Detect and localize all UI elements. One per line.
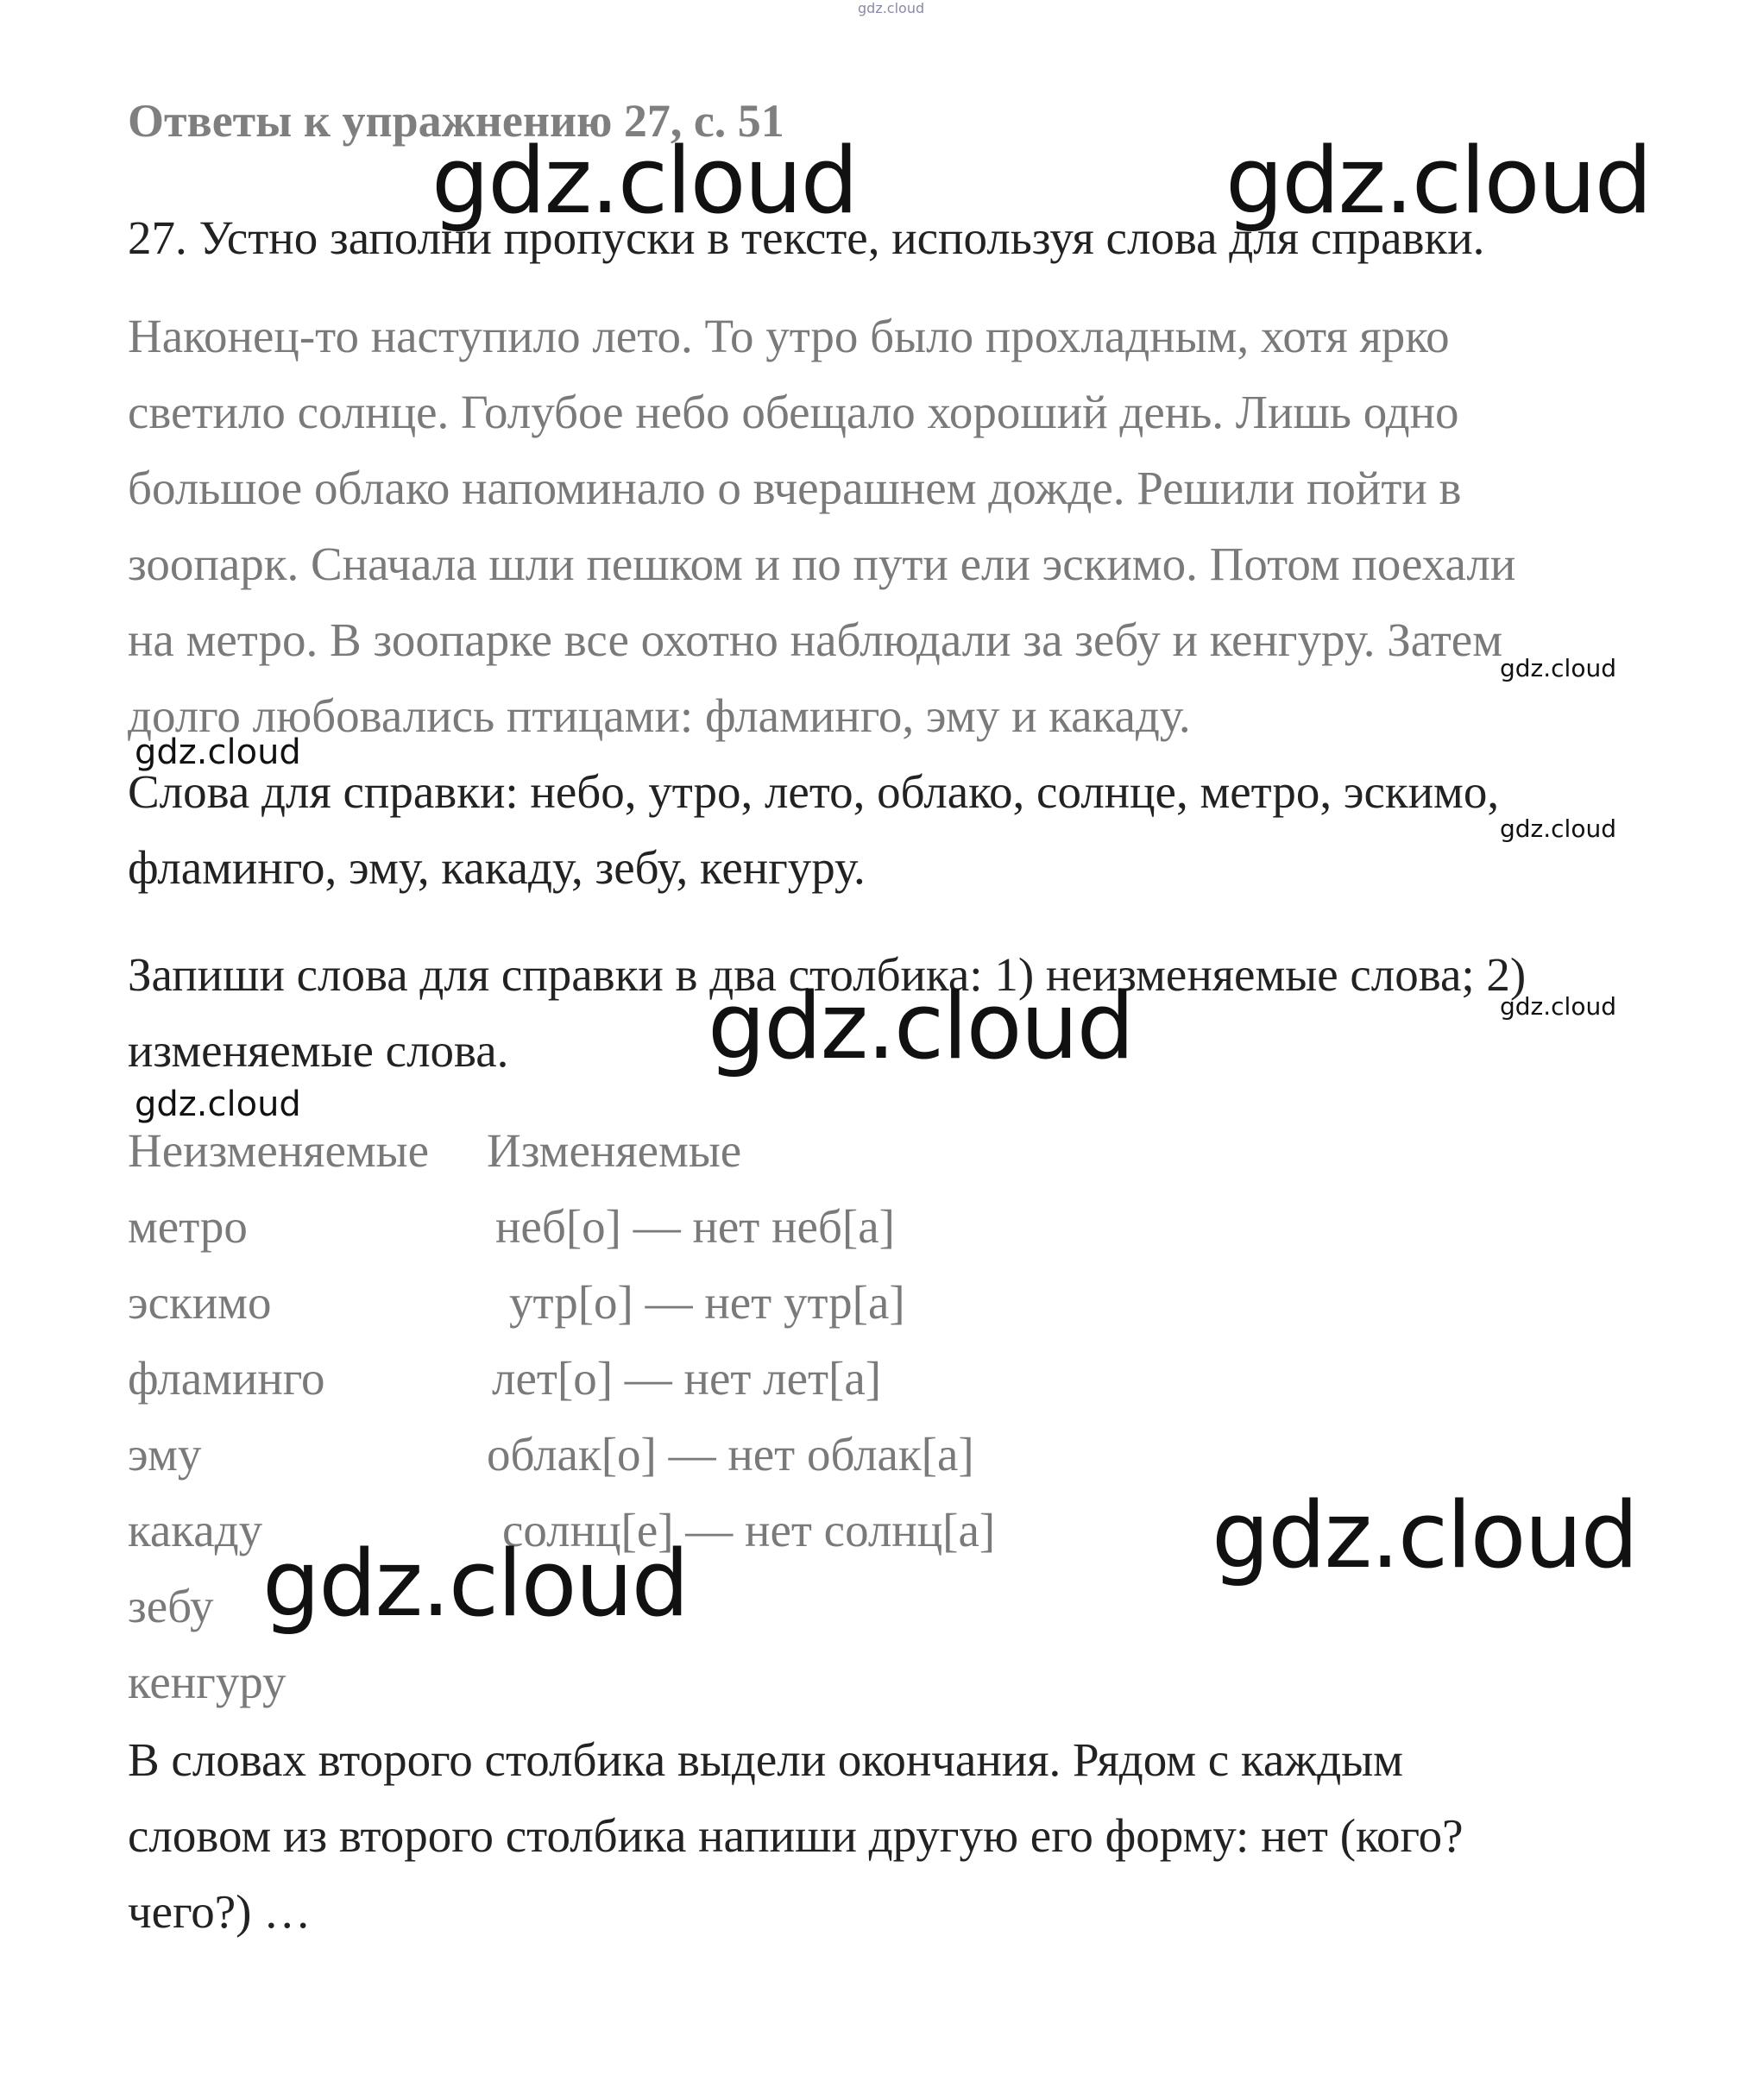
- right-column-word: облак[о] — нет облак[а]: [487, 1428, 974, 1481]
- task-text: 27. Устно заполни пропуски в тексте, используя слова для справки.: [128, 211, 1485, 264]
- final-line: В словах второго столбика выдели окончания. Рядом с каждым: [128, 1733, 1403, 1786]
- watermark: gdz.cloud: [1500, 814, 1616, 843]
- watermark: gdz.cloud: [708, 973, 1133, 1079]
- passage-line: на метро. В зоопарке все охотно наблюдали за зебу и кенгуру. Затем: [128, 613, 1503, 666]
- watermark: gdz.cloud: [1500, 654, 1616, 682]
- reference-line: Слова для справки: небо, утро, лето, облако, солнце, метро, эскимо,: [128, 765, 1500, 818]
- watermark: gdz.cloud: [431, 128, 857, 234]
- passage-line: большое облако напоминало о вчерашнем дожде. Решили пойти в: [128, 462, 1462, 514]
- right-column-word: лет[о] — нет лет[а]: [492, 1352, 882, 1405]
- left-column-word: зебу: [128, 1580, 214, 1632]
- right-column-word: неб[о] — нет неб[а]: [495, 1200, 895, 1253]
- watermark: gdz.cloud: [262, 1531, 688, 1637]
- left-column-word: эскимо: [128, 1276, 272, 1329]
- watermark: gdz.cloud: [1212, 1482, 1637, 1588]
- page-heading: Ответы к упражнению 27, с. 51: [128, 95, 784, 147]
- left-column-header: Неизменяемые: [128, 1124, 430, 1177]
- left-column-word: метро: [128, 1200, 248, 1253]
- right-column-header: Изменяемые: [487, 1124, 742, 1177]
- right-column-word: солнц[е] — нет солнц[а]: [502, 1504, 996, 1556]
- instruction-line: Запиши слова для справки в два столбика: 1) неизменяемые слова; 2): [128, 948, 1527, 1001]
- passage-line: долго любовались птицами: фламинго, эму и какаду.: [128, 689, 1191, 742]
- reference-line: фламинго, эму, какаду, зебу, кенгуру.: [128, 841, 866, 894]
- final-line: чего?) …: [128, 1885, 312, 1938]
- passage-line: светило солнце. Голубое небо обещало хороший день. Лишь одно: [128, 386, 1459, 438]
- left-column-word: какаду: [128, 1504, 263, 1556]
- left-column-word: кенгуру: [128, 1656, 287, 1708]
- watermark: gdz.cloud: [135, 732, 301, 772]
- final-line: словом из второго столбика напиши другую его форму: нет (кого?: [128, 1809, 1464, 1862]
- instruction-line: изменяемые слова.: [128, 1024, 509, 1077]
- left-column-word: фламинго: [128, 1352, 325, 1405]
- passage-line: Наконец-то наступило лето. То утро было прохладным, хотя ярко: [128, 310, 1450, 362]
- top-watermark: gdz.cloud: [858, 0, 925, 16]
- left-column-word: эму: [128, 1428, 202, 1481]
- right-column-word: утр[о] — нет утр[а]: [509, 1276, 905, 1329]
- passage-line: зоопарк. Сначала шли пешком и по пути ели эскимо. Потом поехали: [128, 538, 1516, 590]
- watermark: gdz.cloud: [135, 1085, 301, 1124]
- watermark: gdz.cloud: [1225, 128, 1651, 234]
- watermark: gdz.cloud: [1500, 992, 1616, 1021]
